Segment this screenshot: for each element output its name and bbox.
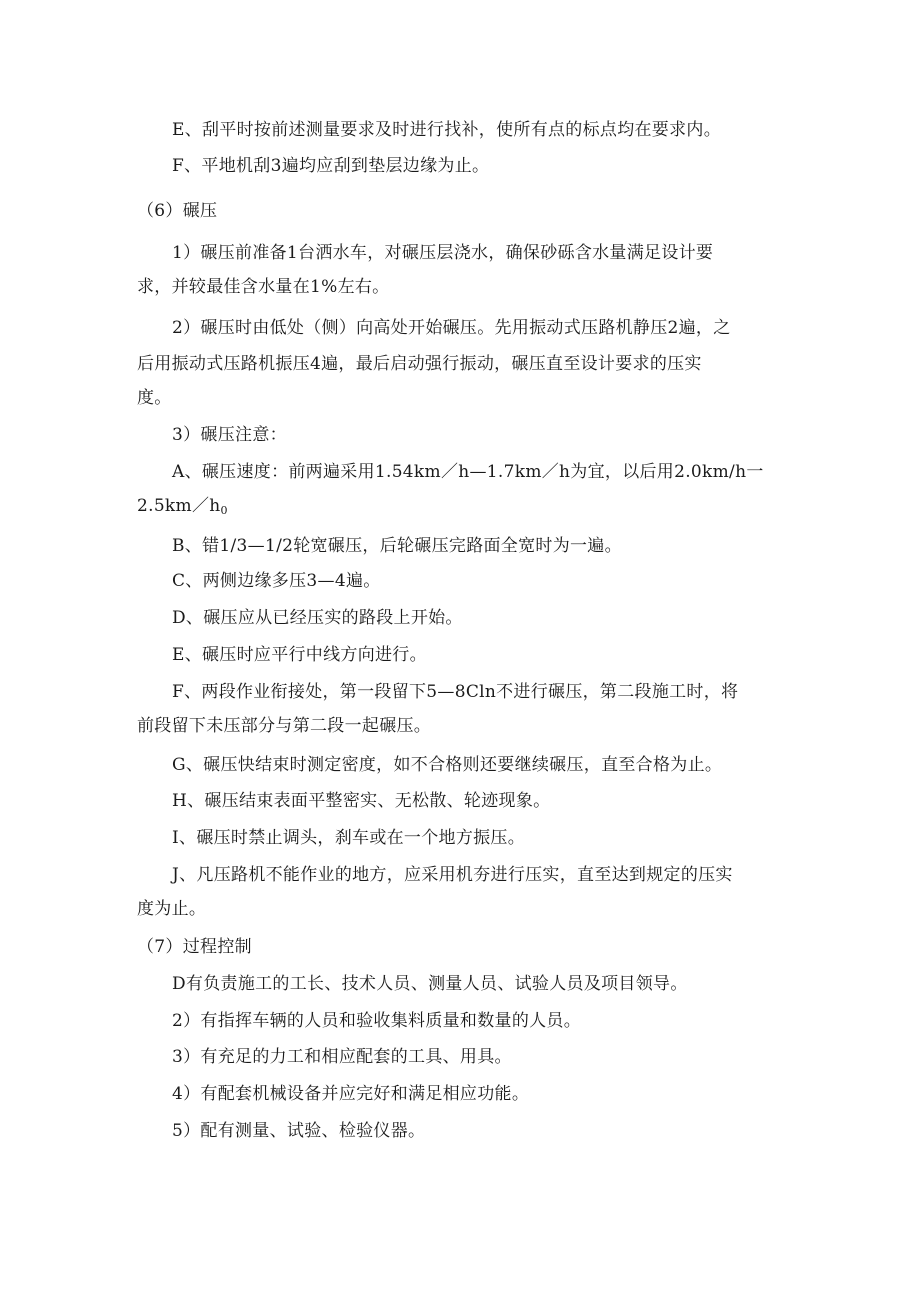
paragraph-line: 4）有配套机械设备并应完好和满足相应功能。	[172, 1084, 530, 1104]
paragraph-line: 3）有充足的力工和相应配套的工具、用具。	[172, 1047, 512, 1067]
paragraph-line: 3）碾压注意：	[172, 425, 287, 445]
paragraph-line: D、碾压应从已经压实的路段上开始。	[172, 608, 463, 628]
paragraph-line: E、碾压时应平行中线方向进行。	[172, 645, 427, 665]
paragraph-line: J、凡压路机不能作业的地方，应采用机夯进行压实，直至达到规定的压实	[172, 865, 733, 885]
subscript-text: 0	[220, 504, 228, 517]
paragraph-line: B、错1/3—1/2轮宽碾压，后轮碾压完路面全宽时为一遍。	[172, 536, 622, 556]
paragraph-line: 2）有指挥车辆的人员和验收集料质量和数量的人员。	[172, 1011, 582, 1031]
paragraph-line: E、刮平时按前述测量要求及时进行找补，使所有点的标点均在要求内。	[172, 120, 722, 140]
paragraph-line: F、平地机刮3遍均应刮到垫层边缘为止。	[172, 156, 490, 176]
paragraph-line: A、碾压速度：前两遍采用1.54km／h—1.7km／h为宜，以后用2.0km/h一	[172, 462, 764, 482]
paragraph-line: F、两段作业衔接处，第一段留下5—8Cln不进行碾压，第二段施工时，将	[172, 682, 739, 702]
paragraph-line	[137, 495, 228, 522]
paragraph-line: 求，并较最佳含水量在1%左右。	[137, 277, 390, 297]
paragraph-line: 度。	[137, 388, 172, 408]
paragraph-line: 5）配有测量、试验、检验仪器。	[172, 1121, 426, 1141]
paragraph-line: I、碾压时禁止调头，刹车或在一个地方振压。	[172, 828, 526, 848]
section-heading: （7）过程控制	[137, 937, 252, 957]
paragraph-line: 1）碾压前准备1台洒水车，对碾压层浇水，确保砂砾含水量满足设计要	[172, 243, 714, 263]
paragraph-line: 度为止。	[137, 899, 207, 919]
paragraph-line: H、碾压结束表面平整密实、无松散、轮迹现象。	[172, 791, 551, 811]
paragraph-line: D有负责施工的工长、技术人员、测量人员、试验人员及项目领导。	[172, 974, 688, 994]
section-heading: （6）碾压	[137, 201, 218, 221]
paragraph-line: 前段留下未压部分与第二段一起碾压。	[137, 716, 432, 736]
paragraph-line: 后用振动式压路机振压4遍，最后启动强行振动，碾压直至设计要求的压实	[137, 354, 702, 374]
paragraph-line: C、两侧边缘多压3—4遍。	[172, 571, 381, 591]
speed-value: 2.5km／h	[137, 496, 221, 516]
paragraph-line: G、碾压快结束时测定密度，如不合格则还要继续碾压，直至合格为止。	[172, 755, 723, 775]
paragraph-line: 2）碾压时由低处（侧）向高处开始碾压。先用振动式压路机静压2遍，之	[172, 318, 731, 338]
